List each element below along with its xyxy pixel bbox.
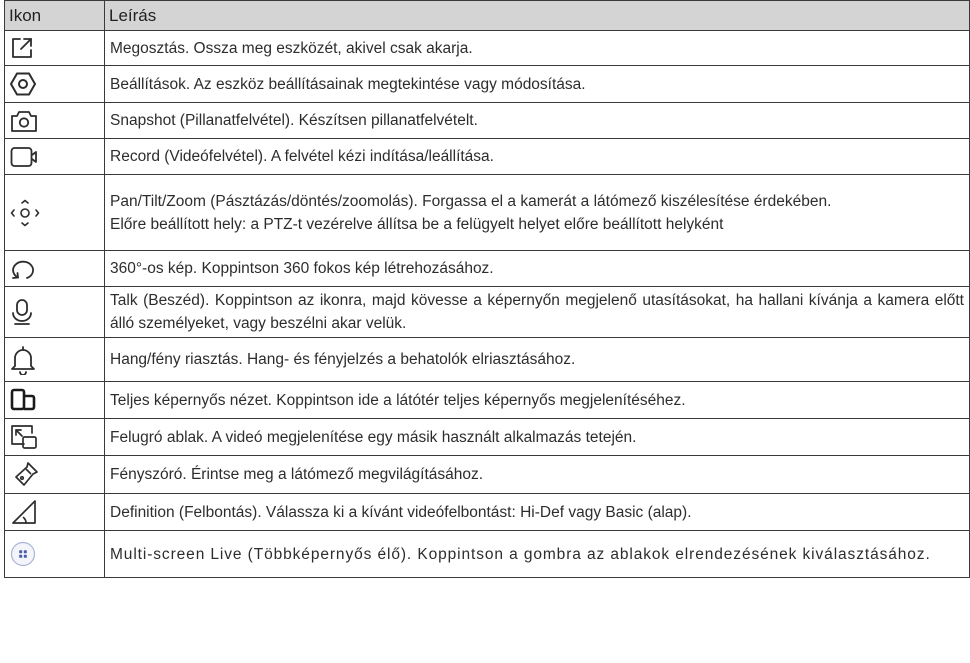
table-row	[5, 31, 970, 66]
camera-icon	[10, 109, 99, 133]
row-description: Definition (Felbontás). Válassza ki a kívánt videófelbontást: Hi-Def vagy Basic (alap).	[105, 494, 970, 531]
table-row	[5, 287, 970, 338]
table-row	[5, 531, 970, 578]
row-description: Record (Videófelvétel). A felvétel kézi indítása/leállítása.	[105, 139, 970, 175]
video-camera-icon	[10, 146, 99, 168]
description-column-header: Leírás	[105, 1, 970, 31]
table-row	[5, 456, 970, 494]
table-row	[5, 338, 970, 382]
row-description: Felugró ablak. A videó megjelenítése egy másik használt alkalmazás tetején.	[105, 419, 970, 456]
share-icon	[10, 36, 99, 60]
bell-icon	[10, 345, 99, 375]
table-header-row	[5, 1, 970, 31]
row-description: Hang/fény riasztás. Hang- és fényjelzés a behatolók elriasztásához.	[105, 338, 970, 382]
table-row	[5, 103, 970, 139]
settings-hexagon-icon	[10, 71, 99, 97]
row-description: Multi-screen Live (Többképernyős élő). Koppintson a gombra az ablakok elrendezésének kiválasztásához.	[105, 531, 970, 578]
popup-window-icon	[10, 424, 99, 450]
table-row	[5, 66, 970, 103]
row-description: Talk (Beszéd). Koppintson az ikonra, majd kövesse a képernyőn megjelenő utasításokat, ha hallani kívánja a kamera előtt álló személyeket, vagy beszélni akar velük.	[105, 287, 970, 338]
row-description: 360°-os kép. Koppintson 360 fokos kép létrehozásához.	[105, 251, 970, 287]
table-row	[5, 419, 970, 456]
table-row	[5, 251, 970, 287]
fullscreen-icon	[10, 388, 99, 412]
panorama-360-icon	[10, 256, 99, 282]
icon-column-header: Ikon	[5, 1, 105, 31]
icon-description-table	[4, 0, 970, 578]
multi-screen-icon	[10, 541, 99, 567]
flashlight-icon	[10, 460, 99, 490]
table-row	[5, 175, 970, 251]
definition-icon	[10, 499, 99, 525]
row-description: Snapshot (Pillanatfelvétel). Készítsen pillanatfelvételt.	[105, 103, 970, 139]
ptz-control-icon	[10, 198, 99, 228]
row-description: Megosztás. Ossza meg eszközét, akivel csak akarja.	[105, 31, 970, 66]
row-description: Fényszóró. Érintse meg a látómező megvilágításához.	[105, 456, 970, 494]
row-description: Pan/Tilt/Zoom (Pásztázás/döntés/zoomolás). Forgassa el a kamerát a látómező kiszélesítése érdekében. Előre beállított hely: a PTZ-t vezérelve állítsa be a felügyelt helyet előre beállított helyként	[105, 175, 970, 251]
table-row	[5, 494, 970, 531]
microphone-icon	[10, 298, 99, 326]
table-row	[5, 382, 970, 419]
row-description: Beállítások. Az eszköz beállításainak megtekintése vagy módosítása.	[105, 66, 970, 103]
table-row	[5, 139, 970, 175]
row-description: Teljes képernyős nézet. Koppintson ide a látótér teljes képernyős megjelenítéséhez.	[105, 382, 970, 419]
